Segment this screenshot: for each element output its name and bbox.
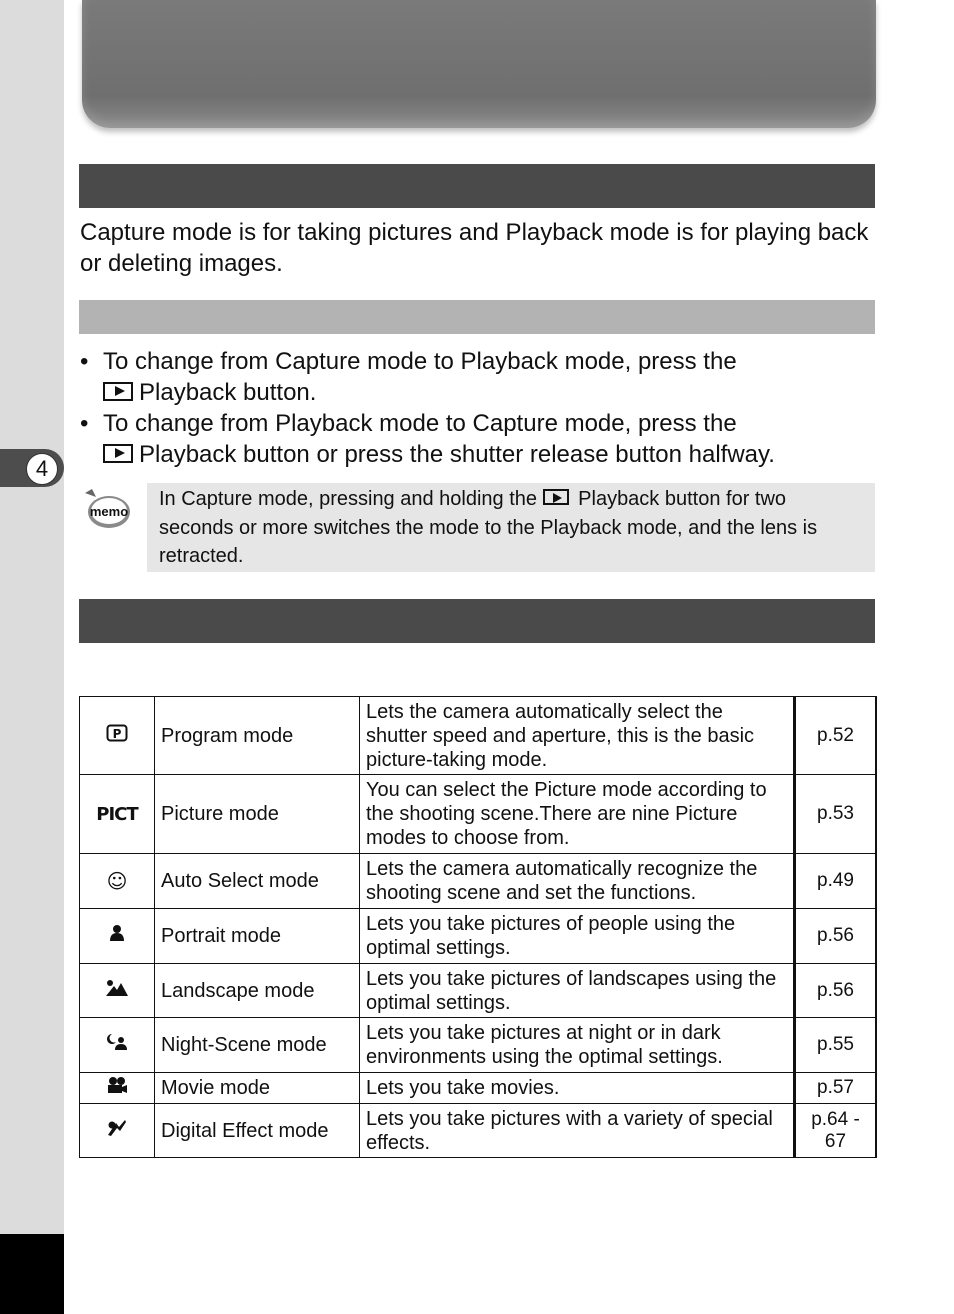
playback-icon [103,382,133,401]
chapter-number: 4 [26,453,58,485]
mode-description: Lets you take pictures of people using the optimal settings. [360,909,795,964]
mode-icon-cell [80,1073,155,1104]
mode-page-reference: p.56 [795,909,877,964]
title-banner [82,0,876,128]
mode-name: Auto Select mode [155,854,360,909]
picture-mode-icon: PICT [96,803,138,825]
mode-name: Digital Effect mode [155,1104,360,1158]
mode-icon-cell [80,1018,155,1073]
playback-icon [103,444,133,463]
mode-name: Movie mode [155,1073,360,1104]
landscape-icon [105,979,129,997]
instruction-list [80,346,870,470]
bullet-text-before: To change from Capture mode to Playback mode, press the [103,348,737,375]
bullet-dot: • [80,410,89,437]
list-item [80,346,870,408]
mode-name: Landscape mode [155,964,360,1018]
mode-icon-cell [80,964,155,1018]
mode-description: Lets you take pictures at night or in dark environments using the optimal settings. [360,1018,795,1073]
digital-effect-icon [106,1119,128,1137]
list-item [80,408,870,470]
table-row [80,909,877,964]
bullet-text-after: Playback button or press the shutter release button halfway. [139,441,775,468]
mode-description: Lets the camera automatically recognize the shooting scene and set the functions. [360,854,795,909]
program-mode-icon [106,724,128,742]
portrait-icon [108,924,126,942]
mode-page-reference: p.57 [795,1073,877,1104]
movie-camera-icon [106,1076,128,1094]
mode-name: Picture mode [155,775,360,854]
mode-page-reference: p.56 [795,964,877,1018]
bullet-text-before: To change from Playback mode to Capture mode, press the [103,410,737,437]
mode-icon-cell [80,854,155,909]
table-row [80,1104,877,1158]
table-row [80,1073,877,1104]
mode-page-reference: p.55 [795,1018,877,1073]
side-margin-footer-block [0,1234,64,1314]
mode-icon-cell [80,697,155,775]
memo-text-after: Playback button for two seconds or more switches the mode to the Playback mode, and the lens is retracted. [159,488,818,567]
mode-description: You can select the Picture mode according to the shooting scene.There are nine Picture modes to choose from. [360,775,795,854]
mode-description: Lets you take movies. [360,1073,795,1104]
memo-text-before: In Capture mode, pressing and holding the [159,488,538,510]
section-heading-bar-1 [79,164,875,208]
mode-page-reference: p.49 [795,854,877,909]
mode-description: Lets you take pictures of landscapes using the optimal settings. [360,964,795,1018]
memo-note [147,483,875,572]
bullet-text-after: Playback button. [139,379,317,406]
mode-name: Program mode [155,697,360,775]
table-row [80,854,877,909]
night-scene-icon [106,1033,128,1051]
mode-description: Lets the camera automatically select the shutter speed and aperture, this is the basic picture-taking mode. [360,697,795,775]
mode-page-reference: p.53 [795,775,877,854]
side-margin-strip [0,0,64,1234]
mode-icon-cell [80,1104,155,1158]
table-row [80,964,877,1018]
table-row [80,697,877,775]
auto-select-icon: ☺ [106,868,128,893]
bullet-dot: • [80,348,89,375]
mode-icon-cell [80,775,155,854]
svg-text:P: P [112,726,122,741]
intro-paragraph: Capture mode is for taking pictures and Playback mode is for playing back or deleting images. [80,219,869,277]
mode-name: Night-Scene mode [155,1018,360,1073]
mode-page-reference: p.64 - 67 [795,1104,877,1158]
subsection-heading-bar [79,300,875,334]
mode-name: Portrait mode [155,909,360,964]
memo-icon [82,487,132,531]
memo-icon-label: memo [89,504,129,519]
table-row [80,775,877,854]
mode-description: Lets you take pictures with a variety of special effects. [360,1104,795,1158]
playback-icon [543,489,569,505]
mode-page-reference: p.52 [795,697,877,775]
capture-modes-table [79,696,877,1158]
mode-icon-cell [80,909,155,964]
table-row [80,1018,877,1073]
section-heading-bar-2 [79,599,875,643]
